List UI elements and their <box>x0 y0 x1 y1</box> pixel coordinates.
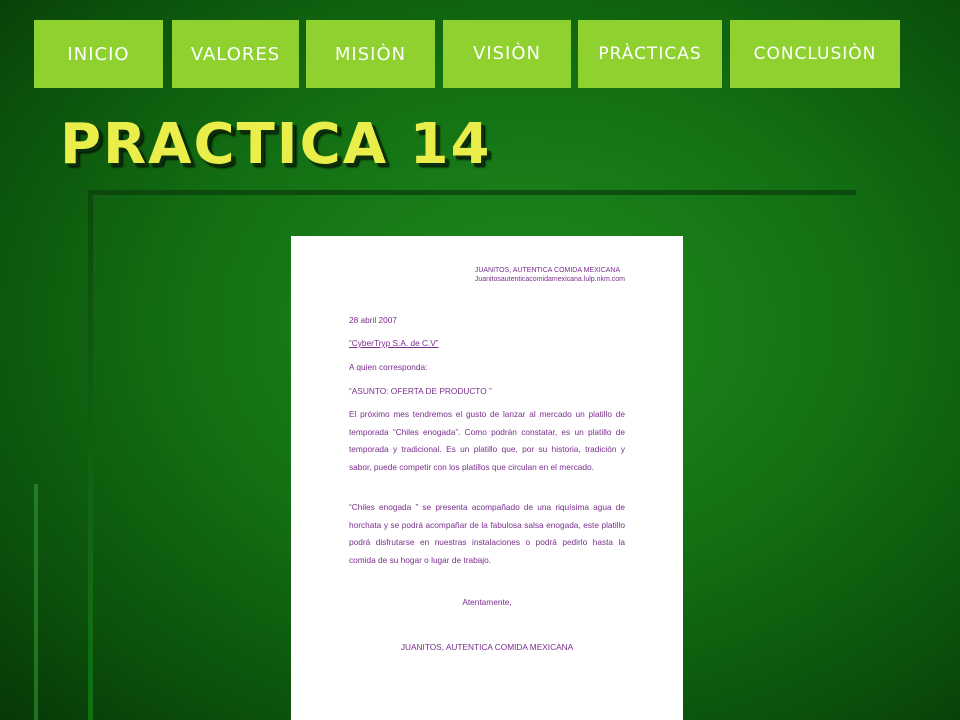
letter-date: 28 abril 2007 <box>349 315 397 325</box>
tab-label: PRÀCTICAS <box>598 44 702 64</box>
tab-label: CONCLUSIÒN <box>753 44 877 64</box>
letter-recipient-company: “CyberTryp S.A. de C.V” <box>349 338 439 348</box>
letter-subject: “ASUNTO: OFERTA DE PRODUCTO ” <box>349 386 492 396</box>
letter-paragraph-2: “Chiles enogada ” se presenta acompañado de una riquísima agua de horchata y se podrá acompañar de la fabulosa salsa enogada, este platillo podrá disfrutarse en nuestras instalaciones o podrá pedirlo hasta la comida de su hogar o lugar de trabajo. <box>349 502 625 565</box>
letter-signature: JUANITOS, AUTENTICA COMIDA MEXICANA <box>400 642 574 652</box>
tab-valores[interactable] <box>172 20 299 88</box>
tab-label: VALORES <box>190 43 281 65</box>
tab-vision[interactable] <box>443 20 571 88</box>
slide-title: PRACTICA 14 <box>60 112 492 177</box>
divider-vertical-left <box>34 484 38 720</box>
tab-label: MISIÒN <box>334 43 407 65</box>
letter-header <box>475 266 625 285</box>
letter-paragraph-1: El próximo mes tendremos el gusto de lanzar al mercado un platillo de temporada “Chiles enogada”. Como podrán constatar, es un platillo de temporada y tradicional. Es un platillo que, por su historia, tradición y sabor, puede competir con los platillos que circulan en el mercado. <box>349 409 625 472</box>
letter-header-web: Juanitosautenticacomidamexicana.lulp.nkm.com <box>474 276 625 284</box>
letter-greeting: A quien corresponda: <box>349 362 428 372</box>
divider-vertical <box>88 190 93 720</box>
divider-horizontal <box>92 190 856 195</box>
tab-inicio[interactable] <box>34 20 163 88</box>
letter-header-name: JUANITOS, AUTENTICA COMIDA MEXICANA <box>474 267 621 274</box>
tab-conclusion[interactable] <box>730 20 900 88</box>
tab-practicas[interactable] <box>578 20 722 88</box>
letter-document <box>291 236 683 720</box>
letter-closing: Atentamente, <box>462 597 512 607</box>
tab-mision[interactable] <box>306 20 435 88</box>
tab-label: INICIO <box>67 43 130 65</box>
tab-label: VISIÒN <box>473 43 541 64</box>
